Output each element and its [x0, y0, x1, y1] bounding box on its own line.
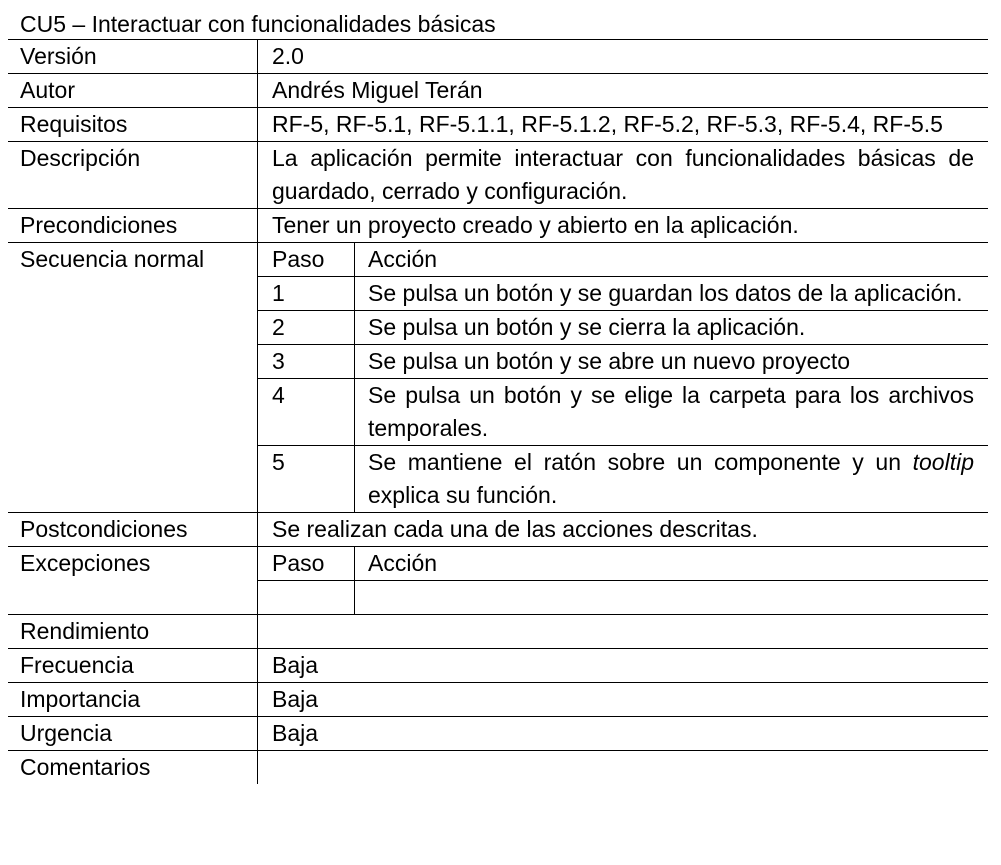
tooltip-term: tooltip	[912, 449, 974, 475]
step-number: 5	[258, 446, 355, 513]
urgency-label: Urgencia	[8, 717, 258, 751]
exceptions-label: Excepciones	[8, 547, 258, 615]
step-number: 1	[258, 277, 355, 311]
step-action: Se pulsa un botón y se cierra la aplicación.	[355, 311, 989, 345]
row-requirements	[8, 108, 988, 142]
version-value: 2.0	[258, 40, 989, 74]
exception-step-header: Paso	[258, 547, 355, 581]
description-label: Descripción	[8, 142, 258, 209]
postconditions-value: Se realizan cada una de las acciones descritas.	[258, 513, 989, 547]
step-number: 2	[258, 311, 355, 345]
author-label: Autor	[8, 74, 258, 108]
row-frequency	[8, 649, 988, 683]
performance-value	[258, 615, 989, 649]
exceptions-header-row	[258, 547, 988, 581]
steps-header-row	[258, 243, 988, 277]
normal-sequence-table	[258, 243, 988, 512]
postconditions-label: Postcondiciones	[8, 513, 258, 547]
row-normal-sequence	[8, 243, 988, 513]
row-version	[8, 40, 988, 74]
description-value: La aplicación permite interactuar con funcionalidades básicas de guardado, cerrado y configuración.	[258, 142, 989, 209]
step-number: 4	[258, 379, 355, 446]
row-exceptions	[8, 547, 988, 615]
document-title: CU5 – Interactuar con funcionalidades básicas	[20, 11, 496, 37]
row-importance	[8, 683, 988, 717]
table-row	[258, 345, 988, 379]
exceptions-table	[258, 547, 988, 614]
frequency-value: Baja	[258, 649, 989, 683]
table-row	[258, 277, 988, 311]
frequency-label: Frecuencia	[8, 649, 258, 683]
step-action: Se pulsa un botón y se elige la carpeta para los archivos temporales.	[355, 379, 989, 446]
use-case-table	[8, 39, 988, 784]
row-postconditions	[8, 513, 988, 547]
comments-value	[258, 751, 989, 785]
importance-value: Baja	[258, 683, 989, 717]
urgency-value: Baja	[258, 717, 989, 751]
step-action: Se pulsa un botón y se guardan los datos de la aplicación.	[355, 277, 989, 311]
preconditions-value: Tener un proyecto creado y abierto en la aplicación.	[258, 209, 989, 243]
exception-step-empty	[258, 581, 355, 615]
row-comments	[8, 751, 988, 785]
step-action-text-end: explica su función.	[368, 482, 558, 508]
step-column-header: Paso	[258, 243, 355, 277]
table-row	[258, 379, 988, 446]
preconditions-label: Precondiciones	[8, 209, 258, 243]
performance-label: Rendimiento	[8, 615, 258, 649]
author-value: Andrés Miguel Terán	[258, 74, 989, 108]
requirements-label: Requisitos	[8, 108, 258, 142]
comments-label: Comentarios	[8, 751, 258, 785]
requirements-value: RF-5, RF-5.1, RF-5.1.1, RF-5.1.2, RF-5.2, RF-5.3, RF-5.4, RF-5.5	[258, 108, 989, 142]
exception-action-header: Acción	[368, 550, 438, 576]
importance-label: Importancia	[8, 683, 258, 717]
row-performance	[8, 615, 988, 649]
action-column-header: Acción	[368, 246, 438, 272]
exceptions-cell	[258, 547, 989, 615]
table-row	[258, 581, 988, 615]
row-author	[8, 74, 988, 108]
version-label: Versión	[8, 40, 258, 74]
table-row	[258, 446, 988, 513]
row-description	[8, 142, 988, 209]
step-action	[355, 446, 989, 513]
step-action: Se pulsa un botón y se abre un nuevo proyecto	[355, 345, 989, 379]
step-action-text: Se mantiene el ratón sobre un componente y un	[368, 449, 913, 475]
row-preconditions	[8, 209, 988, 243]
exception-action-empty	[355, 581, 989, 615]
normal-sequence-label: Secuencia normal	[8, 243, 258, 513]
normal-sequence-cell	[258, 243, 989, 513]
row-urgency	[8, 717, 988, 751]
step-number: 3	[258, 345, 355, 379]
table-row	[258, 311, 988, 345]
